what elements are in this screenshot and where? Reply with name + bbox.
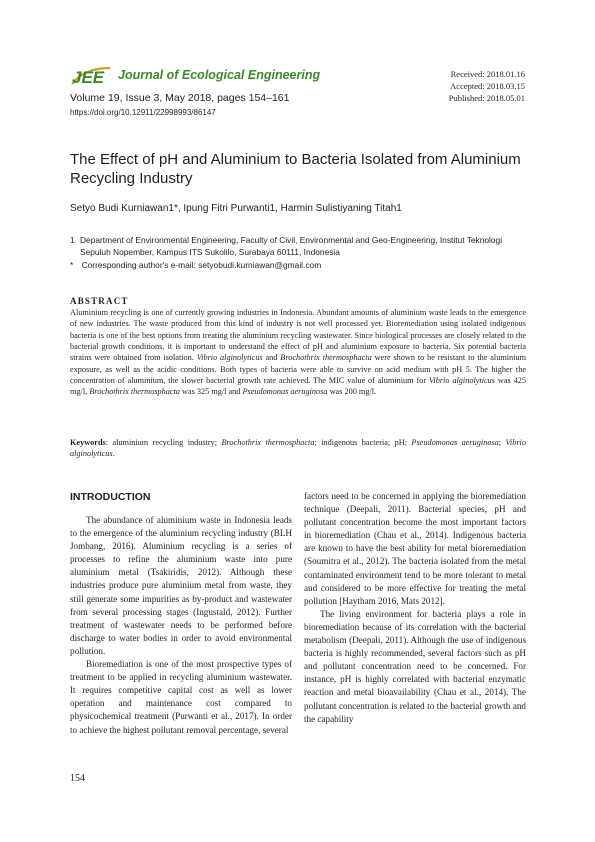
- abstract-body: [70, 307, 526, 398]
- abstract-text-3: was 425 mg/l,: [70, 376, 527, 397]
- keywords: [70, 437, 526, 460]
- body-column-right: [304, 490, 526, 726]
- journal-logo: [70, 62, 114, 90]
- author-names: Setyo Budi Kurniawan1*, Ipung Fitri Purwanti1, Harmin Sulistiyaning Titah1: [70, 203, 402, 214]
- logo-text: JEE: [72, 68, 105, 87]
- keywords-text: ;: [498, 438, 506, 447]
- abstract-text-2: were shown to be resistant to the aluminium exposure, as well as the acidic conditions. Both types of bacteria were able to survive on acid medium with pH 5. The higher the concentration of aluminium, the slower bacterial growth rate achieved. The MIC value of aluminium for: [70, 353, 527, 386]
- affiliation: [70, 234, 530, 258]
- received-date: Received: 2018.01.16: [450, 69, 525, 79]
- keywords-text: .: [112, 449, 115, 459]
- published-date: Published: 2018.05.01: [448, 93, 525, 103]
- affiliation-mark: 1: [70, 235, 75, 245]
- keyword-species: Brochothrix thermosphacta: [221, 438, 315, 447]
- article-dates: [449, 68, 525, 104]
- corresponding-author: [70, 260, 321, 270]
- journal-name: Journal of Ecological Engineering: [118, 68, 321, 82]
- abstract-heading: ABSTRACT: [70, 296, 129, 306]
- species-name: Pseudomonas aeruginosa: [242, 387, 328, 397]
- abstract-text-1: Aluminium recycling is one of currently growing industries in Indonesia. Abundant amounts of aluminium waste leads to the emergence of new industries. The waste produced from this kind of industry is not well processed yet. Bioremediation using isolated indigenous bacteria is one of the best options from treating the aluminium recycling wastewater. Since biological processes are closely related to the bacterial growth conditions, it is important to understand the effect of pH and aluminium exposure to bacteria. Six potential bacteria strains were obtained from isolation.: [70, 308, 526, 363]
- body-column-left: [70, 514, 292, 737]
- species-name: Brochothrix thermosphacta: [280, 353, 372, 363]
- corresponding-mark: *: [70, 260, 74, 270]
- author-list: [70, 203, 402, 214]
- paragraph: factors need to be concerned in applying the bioremediation technique (Deepali, 2011). Bacterial species, pH and pollutant concentration become the most important factors in bioremediation (Chau et al., 2014). Indigenous bacteria are known to have the best ability for metal bioremediation (Soumitra et al., 2012). The bacteria isolated from the metal contaminated environment tend to be more tolerant to metal and considered to be more effective for treating the metal pollution [Haytham 2016, Mats 2012].: [304, 491, 526, 606]
- accepted-date: Accepted: 2018.03.15: [450, 81, 525, 91]
- paragraph: The abundance of aluminium waste in Indonesia leads to the emergence of the aluminium recycling industry (BLH Jombang, 2016). Aluminium recycling is a series of processes to refine the aluminium waste into pure aluminium metal (Tsakiridis, 2012). Although these industries produce pure aluminium metal from waste, they still generate some impurities as by-product and wastewater from several processing stages (Ingustald, 2012). Further treatment of wastewater needs to be performed before discharge to water bodies in order to avoid environmental pollution.: [70, 515, 292, 656]
- issue-line: Volume 19, Issue 3, May 2018, pages 154–161: [70, 92, 290, 104]
- keyword-species: Vibrio alginolyticus: [70, 438, 526, 459]
- affiliation-text: Department of Environmental Engineering, Faculty of Civil, Environmental and Geo-Engineering, Institut Teknologi Sepuluh Nopember, Kampus ITS Sukolilo, Surabaya 60111, Indonesia: [80, 235, 503, 257]
- keywords-text: ; indigenous bacteria; pH;: [314, 438, 412, 447]
- species-name: Vibrio alginolyticus: [429, 376, 495, 386]
- page-number: 154: [70, 773, 85, 784]
- keywords-label: Keywords: [70, 438, 106, 447]
- abstract-text-5: was 200 mg/l.: [327, 387, 377, 397]
- species-name: Brochothrix thermosphacta: [89, 387, 180, 397]
- paragraph: Bioremediation is one of the most prospective types of treatment to be applied in recycling aluminium wastewater. It requires competitive capital cost as well as lower operation and maintenance cost compared to physicochemical treatment (Purwanti et al., 2017). In order to achieve the highest pollutant removal percentage, several: [70, 659, 292, 735]
- doi-link[interactable]: https://doi.org/10.12911/22998993/86147: [70, 108, 216, 117]
- keywords-text: : aluminium recycling industry;: [105, 438, 222, 447]
- section-heading-introduction: INTRODUCTION: [70, 491, 151, 503]
- paragraph: The living environment for bacteria plays a role in bioremediation because of its correlation with the bacterial metabolism (Deepali, 2011). Although the use of indigenous bacteria is highly recommended, several factors such as pH and pollutant concentration need to be concerned. For instance, pH is highly correlated with bacterial enzymatic reaction and metal bioavailability (Chau et al., 2014). The pollutant concentration is related to the bacterial growth and the capability: [304, 608, 526, 724]
- species-name: Vibrio alginolyticus: [196, 353, 263, 363]
- keyword-species: Pseudomonas aeruginosa: [411, 438, 499, 447]
- abstract-text-4: was 325 mg/l and: [179, 387, 243, 397]
- article-title: The Effect of pH and Aluminium to Bacteria Isolated from Aluminium Recycling Industry: [70, 151, 521, 187]
- abstract-and: and: [262, 353, 281, 363]
- corresponding-text: Corresponding author's e-mail: setyobudi.kurniawan@gmail.com: [81, 260, 322, 270]
